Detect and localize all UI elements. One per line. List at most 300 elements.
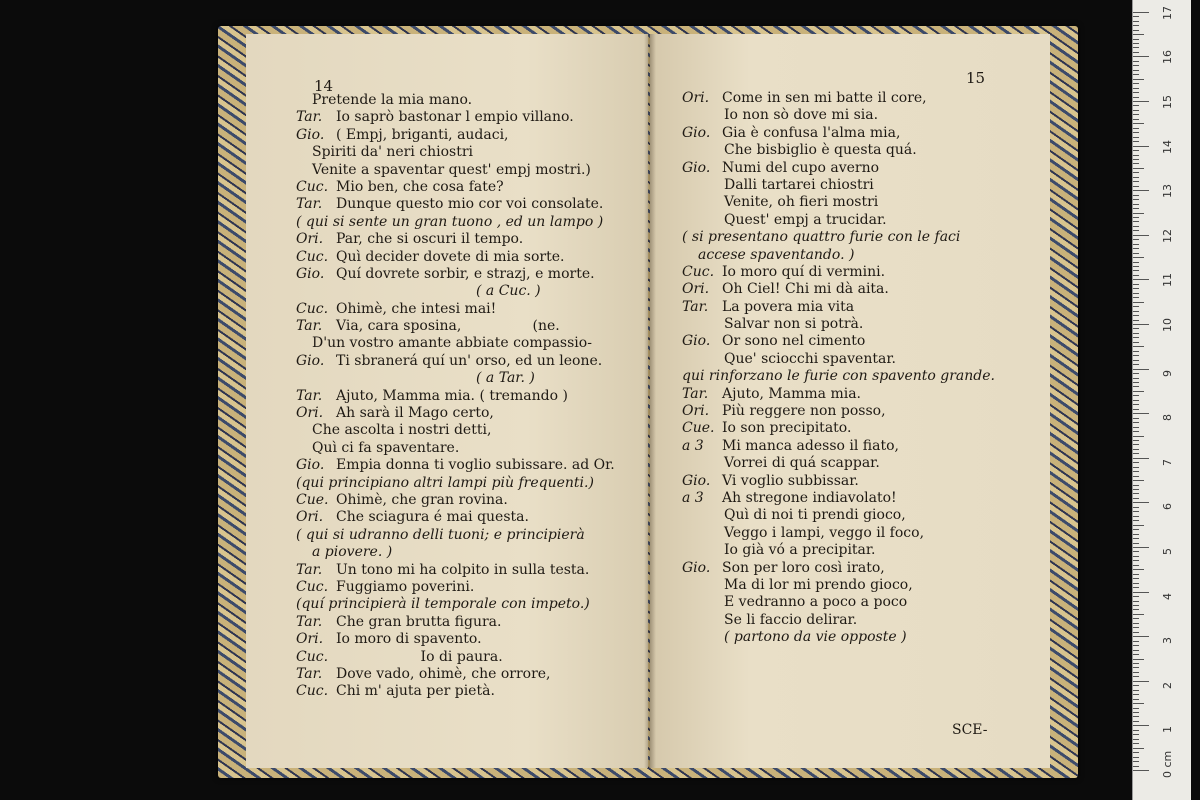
ruler-minor-tick (1133, 208, 1139, 209)
ruler-minor-tick (1133, 556, 1139, 557)
page-number: 14 (314, 77, 334, 95)
dialogue-text: Chi m' ajuta per pietà. (336, 683, 495, 700)
speaker-label: Gio. (682, 472, 711, 489)
ruler-minor-tick (1133, 520, 1139, 521)
dialogue-text: Ti sbranerá quí un' orso, ed un leone. (336, 352, 603, 369)
text-line (296, 196, 636, 213)
text-line (682, 438, 1032, 455)
ruler-minor-tick (1133, 74, 1139, 75)
ruler-minor-tick (1133, 395, 1139, 396)
dialogue-text: Venite a spaventar quest' empj mostri.) (312, 161, 591, 178)
ruler-minor-tick (1133, 480, 1144, 481)
speaker-label: Ori. (296, 405, 324, 422)
dialogue-text: Mio ben, che cosa fate? (336, 178, 504, 195)
text-line (296, 492, 636, 509)
speaker-label: Tar. (682, 298, 709, 315)
speaker-label: Ori. (682, 403, 710, 420)
ruler-minor-tick (1133, 141, 1139, 142)
ruler-minor-tick (1133, 529, 1139, 530)
ruler-minor-tick (1133, 440, 1139, 441)
ruler-major-tick (1133, 725, 1149, 726)
text-line (682, 490, 1032, 507)
ruler-minor-tick (1133, 551, 1139, 552)
ruler-minor-tick (1133, 708, 1139, 709)
text-line (296, 509, 636, 526)
ruler-minor-tick (1133, 315, 1139, 316)
ruler-minor-tick (1133, 560, 1139, 561)
speaker-label: Ori. (682, 281, 710, 298)
ruler-minor-tick (1133, 493, 1139, 494)
text-line (682, 473, 1032, 490)
ruler-major-tick (1133, 190, 1149, 191)
ruler-minor-tick (1133, 342, 1139, 343)
dialogue-text: Empia donna ti voglio subissare. ad Or. (336, 457, 615, 474)
ruler-minor-tick (1133, 213, 1144, 214)
ruler-minor-tick (1133, 761, 1139, 762)
dialogue-text: Dunque questo mio cor voi consolate. (336, 196, 604, 213)
ruler-minor-tick (1133, 431, 1139, 432)
ruler-minor-tick (1133, 351, 1139, 352)
text-line (682, 612, 1032, 629)
ruler-minor-tick (1133, 239, 1139, 240)
ruler-label: 14 (1161, 139, 1174, 154)
ruler-minor-tick (1133, 105, 1139, 106)
ruler-minor-tick (1133, 618, 1139, 619)
ruler-minor-tick (1133, 609, 1139, 610)
text-line (682, 160, 1032, 177)
ruler-major-tick (1133, 279, 1149, 280)
ruler-minor-tick (1133, 650, 1139, 651)
dialogue-text: Quì ci fa spaventare. (312, 439, 460, 456)
text-line (296, 92, 636, 109)
ruler-label: 9 (1161, 369, 1174, 377)
ruler-label: 0 cm (1161, 750, 1174, 778)
text-line (296, 388, 636, 405)
text-line (296, 266, 636, 283)
text-line (682, 368, 1032, 385)
right-page-text (682, 90, 1032, 647)
speaker-label: Tar. (296, 561, 323, 578)
text-line (296, 353, 636, 370)
ruler-minor-tick (1133, 302, 1144, 303)
ruler-minor-tick (1133, 79, 1144, 80)
dialogue-text: Io di paura. (336, 648, 503, 665)
ruler-minor-tick (1133, 297, 1139, 298)
stage-direction: ( a Tar. ) (476, 370, 535, 387)
text-line (682, 333, 1032, 350)
ruler-minor-tick (1133, 364, 1139, 365)
stage-direction: accese spaventando. ) (698, 246, 855, 263)
ruler-minor-tick (1133, 30, 1139, 31)
ruler-minor-tick (1133, 436, 1144, 437)
ruler-minor-tick (1133, 346, 1144, 347)
speaker-label: Cuc. (296, 578, 329, 595)
ruler-minor-tick (1133, 39, 1139, 40)
text-line (682, 107, 1032, 124)
stage-direction: ( qui si sente un gran tuono , ed un lampo ) (296, 213, 604, 230)
dialogue-text: Quì di noi ti prendi gioco, (724, 507, 906, 524)
ruler-minor-tick (1133, 605, 1139, 606)
text-line (296, 249, 636, 266)
ruler-minor-tick (1133, 25, 1139, 26)
text-line (296, 631, 636, 648)
speaker-label: Cuc. (296, 248, 329, 265)
ruler-minor-tick (1133, 462, 1139, 463)
text-line (296, 527, 636, 544)
dialogue-text: Ajuto, Mamma mia. ( tremando ) (336, 387, 568, 404)
ruler-major-tick (1133, 146, 1149, 147)
dialogue-text: Io saprò bastonar l empio villano. (336, 109, 574, 126)
speaker-label: Ori. (682, 90, 710, 106)
ruler-minor-tick (1133, 119, 1139, 120)
ruler-minor-tick (1133, 360, 1139, 361)
ruler-minor-tick (1133, 654, 1139, 655)
dialogue-text: Salvar non si potrà. (724, 316, 864, 333)
ruler-minor-tick (1133, 400, 1139, 401)
ruler-minor-tick (1133, 569, 1144, 570)
catchword: SCE- (952, 722, 988, 738)
ruler-minor-tick (1133, 378, 1139, 379)
ruler-label: 10 (1161, 318, 1174, 332)
dialogue-text: Veggo i lampi, veggo il foco, (724, 524, 925, 541)
text-line (682, 525, 1032, 542)
text-line (296, 579, 636, 596)
text-line (682, 281, 1032, 298)
dialogue-text: Quest' empj a trucidar. (724, 211, 887, 228)
ruler-label: 2 (1161, 681, 1174, 689)
ruler-minor-tick (1133, 382, 1139, 383)
page-number: 15 (966, 69, 986, 87)
ruler-minor-tick (1133, 672, 1139, 673)
ruler-minor-tick (1133, 257, 1144, 258)
ruler-minor-tick (1133, 659, 1144, 660)
text-line (682, 420, 1032, 437)
ruler-minor-tick (1133, 422, 1139, 423)
ruler-minor-tick (1133, 34, 1144, 35)
speaker-label: Tar. (296, 196, 323, 213)
text-line (682, 542, 1032, 559)
ruler-minor-tick (1133, 226, 1139, 227)
dialogue-text: Gia è confusa l'alma mia, (722, 124, 901, 141)
ruler-minor-tick (1133, 623, 1139, 624)
speaker-label: Tar. (296, 109, 323, 126)
text-line (682, 247, 1032, 264)
ruler-label: 11 (1161, 273, 1174, 288)
text-line (296, 614, 636, 631)
ruler-minor-tick (1133, 489, 1139, 490)
ruler-minor-tick (1133, 177, 1139, 178)
ruler-minor-tick (1133, 163, 1139, 164)
ruler-minor-tick (1133, 195, 1139, 196)
ruler-minor-tick (1133, 471, 1139, 472)
dialogue-text: Numi del cupo averno (722, 159, 880, 176)
text-line (296, 162, 636, 179)
ruler-minor-tick (1133, 328, 1139, 329)
text-line (682, 316, 1032, 333)
text-line (296, 562, 636, 579)
ruler-label: 13 (1161, 184, 1174, 199)
ruler-minor-tick (1133, 391, 1144, 392)
text-line (296, 370, 636, 387)
ruler-major-tick (1133, 324, 1149, 325)
ruler-minor-tick (1133, 418, 1139, 419)
stage-direction: (quí principierà il temporale con impeto.) (296, 596, 590, 613)
ruler-major-tick (1133, 636, 1149, 637)
ruler-minor-tick (1133, 230, 1139, 231)
speaker-label: Gio. (296, 352, 325, 369)
speaker-label: Tar. (296, 318, 323, 335)
speaker-label: a 3 (682, 489, 704, 506)
ruler-minor-tick (1133, 525, 1144, 526)
text-line (682, 455, 1032, 472)
ruler-minor-tick (1133, 699, 1139, 700)
text-line (682, 351, 1032, 368)
ruler-minor-tick (1133, 386, 1139, 387)
ruler-minor-tick (1133, 70, 1139, 71)
dialogue-text: Par, che si oscuri il tempo. (336, 231, 524, 248)
ruler-minor-tick (1133, 757, 1139, 758)
ruler-minor-tick (1133, 293, 1139, 294)
text-line (682, 577, 1032, 594)
speaker-label: Cuc. (296, 648, 329, 665)
ruler-minor-tick (1133, 110, 1139, 111)
ruler-minor-tick (1133, 16, 1139, 17)
ruler-label: 1 (1161, 726, 1174, 734)
ruler-major-tick (1133, 101, 1149, 102)
text-line (682, 594, 1032, 611)
text-line (682, 507, 1032, 524)
ruler-major-tick (1133, 12, 1149, 13)
ruler-minor-tick (1133, 404, 1139, 405)
ruler-minor-tick (1133, 373, 1139, 374)
ruler-label: 7 (1161, 458, 1174, 466)
speaker-label: Ori. (296, 231, 324, 248)
speaker-label: Gio. (296, 457, 325, 474)
dialogue-text: Io non sò dove mi sia. (724, 107, 879, 124)
dialogue-text: Quì decider dovete di mia sorte. (336, 248, 565, 265)
dialogue-text: Dove vado, ohimè, che orrore, (336, 665, 551, 682)
measuring-ruler (1132, 0, 1191, 800)
ruler-label: 16 (1161, 50, 1174, 65)
ruler-minor-tick (1133, 21, 1139, 22)
ruler-minor-tick (1133, 262, 1139, 263)
ruler-minor-tick (1133, 150, 1139, 151)
ruler-major-tick (1133, 369, 1149, 370)
ruler-minor-tick (1133, 181, 1139, 182)
ruler-minor-tick (1133, 217, 1139, 218)
text-line (296, 318, 636, 335)
ruler-minor-tick (1133, 204, 1139, 205)
ruler-minor-tick (1133, 703, 1144, 704)
ruler-minor-tick (1133, 752, 1139, 753)
ruler-major-tick (1133, 547, 1149, 548)
speaker-label: Tar. (682, 385, 709, 402)
stage-direction: ( qui si udranno delli tuoni; e principierà (296, 526, 585, 543)
ruler-minor-tick (1133, 748, 1144, 749)
ruler-minor-tick (1133, 168, 1144, 169)
text-line (682, 177, 1032, 194)
ruler-minor-tick (1133, 311, 1139, 312)
text-line (682, 194, 1032, 211)
ruler-minor-tick (1133, 587, 1139, 588)
ruler-minor-tick (1133, 743, 1139, 744)
ruler-minor-tick (1133, 534, 1139, 535)
ruler-minor-tick (1133, 511, 1139, 512)
dialogue-text: Ma di lor mi prendo gioco, (724, 576, 913, 593)
text-line (296, 179, 636, 196)
ruler-minor-tick (1133, 306, 1139, 307)
dialogue-text: Che bisbiglio è questa quá. (724, 142, 917, 159)
ruler-minor-tick (1133, 449, 1139, 450)
ruler-minor-tick (1133, 114, 1139, 115)
stage-direction: ( a Cuc. ) (476, 283, 541, 300)
dialogue-text: Io già vó a precipitar. (724, 542, 876, 559)
ruler-minor-tick (1133, 244, 1139, 245)
dialogue-text: Che gran brutta figura. (336, 613, 502, 630)
text-line (296, 301, 636, 318)
ruler-minor-tick (1133, 667, 1139, 668)
ruler-major-tick (1133, 413, 1149, 414)
dialogue-text: Un tono mi ha colpito in sulla testa. (336, 561, 590, 578)
ruler-major-tick (1133, 681, 1149, 682)
text-line (296, 596, 636, 613)
text-line (296, 440, 636, 457)
ruler-minor-tick (1133, 485, 1139, 486)
text-line (682, 142, 1032, 159)
ruler-minor-tick (1133, 663, 1139, 664)
speaker-label: Cuc. (682, 263, 715, 280)
ruler-minor-tick (1133, 601, 1139, 602)
ruler-minor-tick (1133, 444, 1139, 445)
ruler-minor-tick (1133, 409, 1139, 410)
ruler-minor-tick (1133, 543, 1139, 544)
ruler-minor-tick (1133, 574, 1139, 575)
ruler-minor-tick (1133, 88, 1139, 89)
ruler-minor-tick (1133, 288, 1139, 289)
ruler-minor-tick (1133, 498, 1139, 499)
speaker-label: Gio. (682, 124, 711, 141)
right-page (650, 34, 1050, 768)
left-page (246, 34, 648, 768)
ruler-minor-tick (1133, 467, 1139, 468)
text-line (682, 560, 1032, 577)
speaker-label: Gio. (296, 126, 325, 143)
ruler-major-tick (1133, 56, 1149, 57)
text-line (296, 475, 636, 492)
ruler-label: 15 (1161, 95, 1174, 109)
speaker-label: Tar. (296, 665, 323, 682)
ruler-minor-tick (1133, 739, 1139, 740)
ruler-minor-tick (1133, 565, 1139, 566)
ruler-minor-tick (1133, 676, 1139, 677)
ruler-major-tick (1133, 502, 1149, 503)
speaker-label: Tar. (296, 613, 323, 630)
ruler-minor-tick (1133, 83, 1139, 84)
text-line (296, 127, 636, 144)
speaker-label: Ori. (296, 509, 324, 526)
text-line (682, 125, 1032, 142)
speaker-label: Gio. (296, 265, 325, 282)
ruler-minor-tick (1133, 355, 1139, 356)
ruler-minor-tick (1133, 275, 1139, 276)
dialogue-text: Che sciagura é mai questa. (336, 509, 529, 526)
dialogue-text: D'un vostro amante abbiate compassio- (312, 335, 592, 352)
ruler-minor-tick (1133, 137, 1139, 138)
text-line (682, 264, 1032, 281)
ruler-minor-tick (1133, 172, 1139, 173)
dialogue-text: ( Empj, briganti, audaci, (336, 126, 509, 143)
text-line (296, 666, 636, 683)
left-page-text (296, 92, 636, 701)
ruler-minor-tick (1133, 155, 1139, 156)
ruler-label: 12 (1161, 228, 1174, 243)
ruler-minor-tick (1133, 61, 1139, 62)
speaker-label: Gio. (682, 559, 711, 576)
ruler-minor-tick (1133, 690, 1139, 691)
text-line (296, 214, 636, 231)
ruler-minor-tick (1133, 614, 1144, 615)
ruler-minor-tick (1133, 516, 1139, 517)
speaker-label: Gio. (682, 333, 711, 350)
ruler-minor-tick (1133, 43, 1139, 44)
text-line (682, 229, 1032, 246)
text-line (682, 299, 1032, 316)
ruler-minor-tick (1133, 627, 1139, 628)
ruler-label: 4 (1161, 592, 1174, 600)
ruler-major-tick (1133, 770, 1149, 771)
text-line (296, 457, 636, 474)
text-line (682, 90, 1032, 107)
dialogue-text: Que' sciocchi spaventar. (724, 350, 896, 367)
dialogue-text: Io son precipitato. (722, 420, 852, 437)
ruler-major-tick (1133, 592, 1149, 593)
ruler-minor-tick (1133, 97, 1139, 98)
dialogue-text: Quí dovrete sorbir, e strazj, e morte. (336, 265, 595, 282)
dialogue-text: Dalli tartarei chiostri (724, 176, 874, 193)
stage-direction: a piovere. ) (312, 544, 393, 561)
dialogue-text: Se li faccio delirar. (724, 611, 858, 628)
speaker-label: Cue. (296, 491, 329, 508)
speaker-label: Ori. (296, 631, 324, 648)
ruler-minor-tick (1133, 92, 1139, 93)
ruler-minor-tick (1133, 337, 1139, 338)
text-line (296, 109, 636, 126)
ruler-minor-tick (1133, 721, 1139, 722)
stage-direction: ( partono da vie opposte ) (724, 629, 907, 646)
stage-direction: qui rinforzano le furie con spavento grande. (682, 368, 995, 385)
ruler-minor-tick (1133, 221, 1139, 222)
ruler-label: 5 (1161, 548, 1174, 555)
text-line (296, 683, 636, 700)
text-line (296, 144, 636, 161)
speaker-label: Cuc. (296, 683, 329, 700)
stage-direction: (qui principiano altri lampi più frequenti.) (296, 474, 594, 491)
dialogue-text: Fuggiamo poverini. (336, 578, 475, 595)
text-line (296, 231, 636, 248)
dialogue-text: Venite, oh fieri mostri (724, 194, 879, 211)
ruler-minor-tick (1133, 199, 1139, 200)
dialogue-text: Ajuto, Mamma mia. (722, 385, 862, 402)
ruler-label: 8 (1161, 414, 1174, 422)
ruler-minor-tick (1133, 712, 1139, 713)
dialogue-text: La povera mia vita (722, 298, 855, 315)
dialogue-text: Vorrei di quá scappar. (724, 455, 880, 472)
ruler-minor-tick (1133, 645, 1139, 646)
speaker-label: Cue. (682, 420, 715, 437)
ruler-minor-tick (1133, 159, 1139, 160)
dialogue-text: Oh Ciel! Chi mi dà aita. (722, 281, 889, 298)
ruler-label: 17 (1161, 5, 1174, 20)
